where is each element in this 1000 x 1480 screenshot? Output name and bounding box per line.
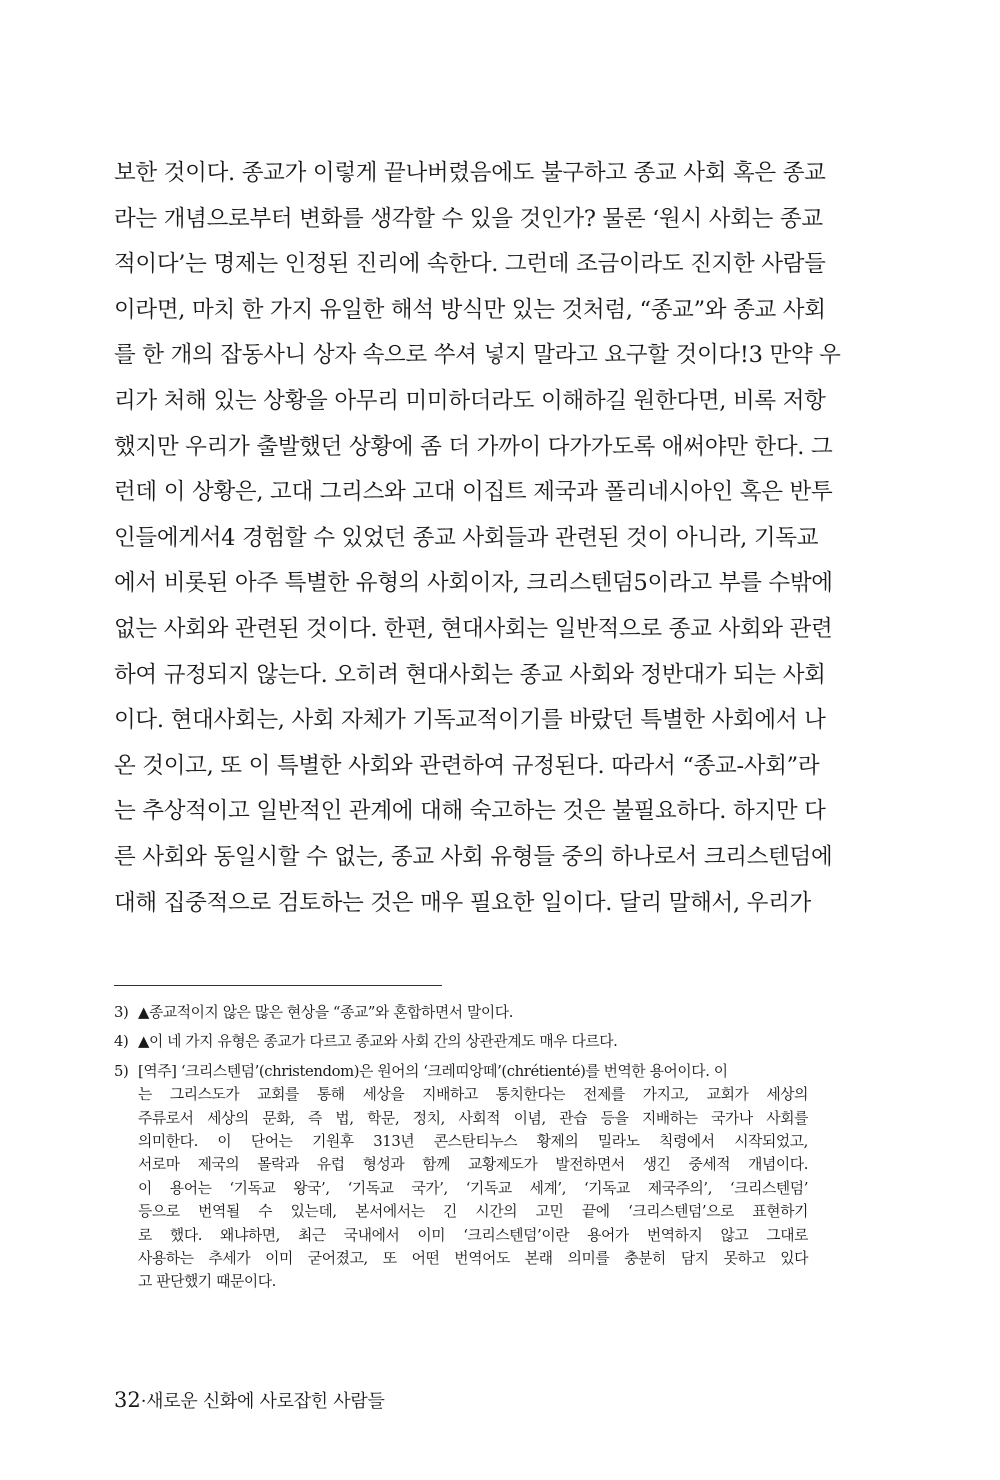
footnote-line: 고 판단했기 때문이다.: [138, 1273, 276, 1291]
footnote-line: [114, 1060, 808, 1083]
body-line: 런데 이 상황은, 고대 그리스와 고대 이집트 제국과 폴리네시아인 혹은 반투: [114, 479, 833, 506]
body-line: 이다. 현대사회는, 사회 자체가 기독교적이기를 바랐던 특별한 사회에서 나: [114, 707, 826, 734]
footnote-number: 5): [114, 1062, 129, 1080]
body-line: 인들에게서4 경험할 수 있었던 종교 사회들과 관련된 것이 아니라, 기독교: [114, 524, 819, 551]
body-text: [114, 151, 841, 926]
body-line: 했지만 우리가 출발했던 상황에 좀 더 가까이 다가가도록 애써야만 한다. 그: [114, 433, 833, 460]
body-line: 하여 규정되지 않는다. 오히려 현대사회는 종교 사회와 정반대가 되는 사회: [114, 661, 826, 688]
body-line: 에서 비롯된 아주 특별한 유형의 사회이자, 크리스텐덤5이라고 부를 수밖에: [114, 570, 833, 597]
body-line: 보한 것이다. 종교가 이렇게 끝나버렸음에도 불구하고 종교 사회 혹은 종교: [114, 160, 826, 186]
body-line: 라는 개념으로부터 변화를 생각할 수 있을 것인가? 물론 ‘원시 사회는 종교: [114, 205, 823, 232]
footnote: [114, 1030, 808, 1053]
footnote-text: ▲종교적이지 않은 많은 현상을 “종교”와 혼합하면서 말이다.: [138, 1004, 513, 1021]
footnote: [114, 1060, 808, 1294]
body-line: 는 추상적이고 일반적인 관계에 대해 숙고하는 것은 불필요하다. 하지만 다: [114, 798, 826, 825]
page-number: 32: [114, 1388, 141, 1412]
footnotes: [114, 1001, 808, 1294]
body-line: 온 것이고, 또 이 특별한 사회와 관련하여 규정된다. 따라서 “종교-사회”라: [114, 752, 820, 779]
body-line: 없는 사회와 관련된 것이다. 한편, 현대사회는 일반적으로 종교 사회와 관련: [114, 615, 833, 642]
footnote: [114, 1001, 808, 1024]
body-line: 대해 집중적으로 검토하는 것은 매우 필요한 일이다. 달리 말해서, 우리가: [114, 889, 811, 916]
footnote-line: [114, 1030, 808, 1053]
footnote-divider: [114, 985, 442, 986]
footnote-number: 3): [114, 1004, 129, 1021]
body-line: 리가 처해 있는 상황을 아무리 미미하더라도 이해하길 원한다면, 비록 저항: [114, 387, 826, 414]
footnote-number: 4): [114, 1033, 129, 1051]
footnote-line: 등으로 번역될 수 있는데, 본서에서는 긴 시간의 고민 끝에 ‘크리스텐덤’으로 표현하기: [138, 1203, 808, 1221]
footnote-line: 주류로서 세상의 문화, 즉 법, 학문, 정치, 사회적 이념, 관습 등을 지배하는 국가나 사회를: [138, 1109, 808, 1127]
page-footer: [114, 1387, 385, 1413]
running-title: ·새로운 신화에 사로잡힌 사람들: [140, 1391, 385, 1412]
footnote-text: [역주] ‘크리스텐덤’(christendom)은 원어의 ‘크레띠앙떼’(chrétienté)를 번역한 용어이다. 이: [138, 1062, 728, 1080]
footnote-line: 서로마 제국의 몰락과 유럽 형성과 함께 교황제도가 발전하면서 생긴 중세적 개념이다.: [138, 1156, 808, 1174]
footnote-line: 사용하는 추세가 이미 굳어졌고, 또 어떤 번역어도 본래 의미를 충분히 담지 못하고 있다: [138, 1249, 808, 1267]
body-line: 를 한 개의 잡동사니 상자 속으로 쑤셔 넣지 말라고 요구할 것이다!3 만약 우: [114, 342, 841, 369]
footnote-line: 의미한다. 이 단어는 기원후 313년 콘스탄티누스 황제의 밀라노 칙령에서 시작되었고,: [138, 1132, 808, 1150]
body-line: 이라면, 마치 한 가지 유일한 해석 방식만 있는 것처럼, “종교”와 종교 사회: [114, 296, 826, 323]
footnote-line: 이 용어는 ‘기독교 왕국’, ‘기독교 국가’, ‘기독교 세계’, ‘기독교 제국주의’, ‘크리스텐덤’: [138, 1179, 808, 1197]
body-line: 적이다’는 명제는 인정된 진리에 속한다. 그런데 조금이라도 진지한 사람들: [114, 251, 826, 278]
footnote-line: 로 했다. 왜냐하면, 최근 국내에서 이미 ‘크리스텐덤’이란 용어가 번역하지 않고 그대로: [138, 1226, 808, 1244]
footnote-text: ▲이 네 가지 유형은 종교가 다르고 종교와 사회 간의 상관관계도 매우 다르다.: [138, 1033, 618, 1051]
footnote-line: [114, 1001, 808, 1024]
footnote-line: 는 그리스도가 교회를 통해 세상을 지배하고 통치한다는 전제를 가지고, 교회가 세상의: [138, 1086, 808, 1104]
body-line: 른 사회와 동일시할 수 없는, 종교 사회 유형들 중의 하나로서 크리스텐덤에: [114, 843, 833, 870]
